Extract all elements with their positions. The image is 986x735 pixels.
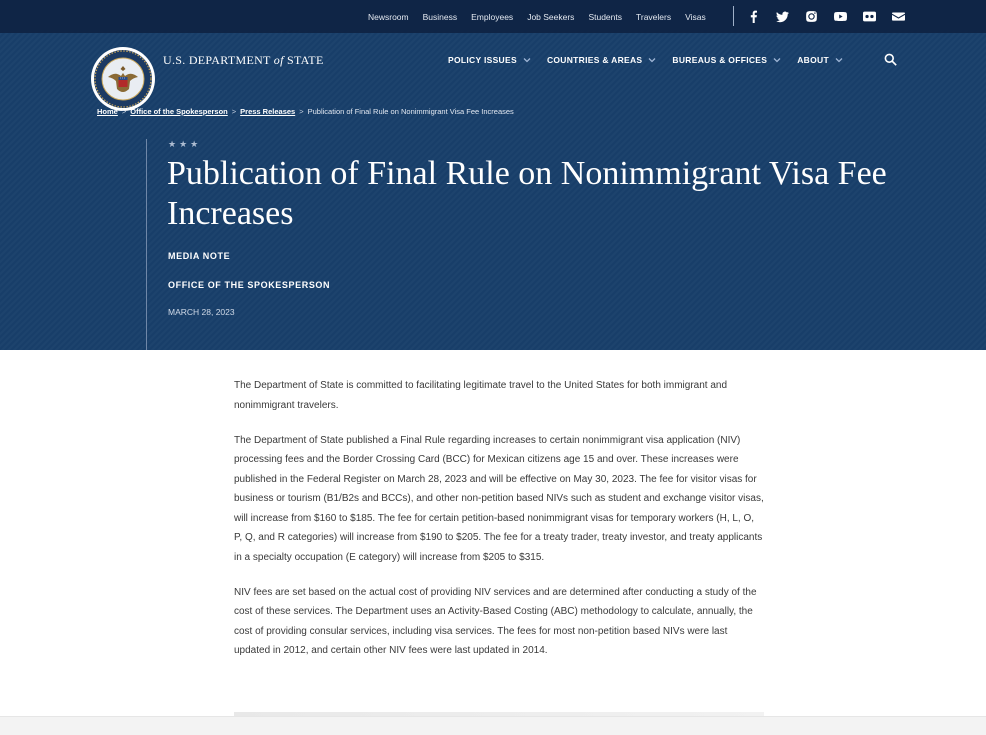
breadcrumb-press-releases[interactable]: Press Releases [240,107,296,116]
utility-link-employees[interactable]: Employees [471,11,514,22]
chevron-down-icon [648,57,656,63]
hero-banner [0,33,986,350]
utility-divider [733,6,734,26]
breadcrumb-spokesperson[interactable]: Office of the Spokesperson [130,107,228,116]
main-nav [448,55,859,65]
breadcrumb-home[interactable]: Home [97,107,118,116]
article-paragraph: NIV fees are set based on the actual cost of providing NIV services and are determined after conducting a study of the cost of these services. The Department uses an Activity-Based Costing (ABC) methodology to calculate, annually, the cost of providing consular services, including visa services. The fees for most non-petition based NIVs were last updated in 2012, and certain other NIV fees were last updated in 2014. [234,586,757,656]
brand-wordmark[interactable] [163,53,324,68]
utility-link-visas[interactable]: Visas [685,11,706,22]
instagram-icon[interactable] [804,9,819,24]
youtube-icon[interactable] [833,9,848,24]
nav-policy-issues[interactable] [448,55,531,65]
utility-link-job-seekers[interactable]: Job Seekers [527,11,575,22]
article-date: MARCH 28, 2023 [168,307,235,317]
facebook-icon[interactable] [746,9,761,24]
page-title: Publication of Final Rule on Nonimmigrant Visa Fee Increases [167,155,887,232]
brand-prefix: U.S. DEPARTMENT [163,53,271,67]
chevron-down-icon [773,57,781,63]
utility-link-business[interactable]: Business [422,11,458,22]
chevron-down-icon [523,57,531,63]
article-office: OFFICE OF THE SPOKESPERSON [168,280,331,290]
nav-about[interactable] [797,55,843,65]
email-icon[interactable] [891,9,906,24]
utility-link-travelers[interactable]: Travelers [636,11,672,22]
state-department-seal-icon[interactable] [90,46,156,112]
utility-link-newsroom[interactable]: Newsroom [368,11,409,22]
flickr-icon[interactable] [862,9,877,24]
nav-label: ABOUT [797,55,829,65]
utility-bar [0,0,986,33]
article-body [234,376,764,676]
social-links [746,0,920,33]
twitter-icon[interactable] [775,9,790,24]
article-paragraph: The Department of State published a Final Rule regarding increases to certain nonimmigrant visa application (NIV) processing fees and the Border Crossing Card (BCC) for Mexican citizens age 15 and over. These increases were published in the Federal Register on March 28, 2023 and will be effective on May 30, 2023. The fee for visitor visas for business or tourism (B1/B2s and BCCs), and other non-petition based NIVs such as student and exchange visitor visas, will increase from $160 to $185. The fee for certain petition-based nonimmigrant visas for temporary workers (H, L, O, P, Q, and R categories) will increase from $190 to $205. The fee for a treaty trader, treaty investor, and treaty applicants in a specialty occupation (E category) will increase from $205 to $315. [234,434,764,563]
nav-countries-areas[interactable] [547,55,656,65]
chevron-down-icon [835,57,843,63]
utility-link-students[interactable]: Students [588,11,622,22]
nav-label: COUNTRIES & AREAS [546,55,643,65]
nav-label: BUREAUS & OFFICES [672,55,768,65]
article-paragraph: The Department of State is committed to facilitating legitimate travel to the United States for both immigrant and nonimmigrant travelers. [234,380,728,411]
nav-bureaus-offices[interactable] [672,55,781,65]
breadcrumb-separator: > [299,107,304,116]
stars-decoration: ★★★ [168,139,202,149]
brand-suffix: STATE [287,53,324,67]
article-type: MEDIA NOTE [168,251,231,261]
breadcrumb-separator: > [121,107,127,116]
search-icon [884,53,897,66]
nav-label: POLICY ISSUES [448,55,517,65]
breadcrumb [97,107,514,116]
search-button[interactable] [884,53,898,67]
breadcrumb-current: Publication of Final Rule on Nonimmigrant Visa Fee Increases [307,107,514,116]
brand-of: of [273,53,284,67]
utility-links [368,0,720,33]
breadcrumb-separator: > [231,107,237,116]
title-accent-line [146,139,147,350]
page-bottom-edge [0,716,986,735]
